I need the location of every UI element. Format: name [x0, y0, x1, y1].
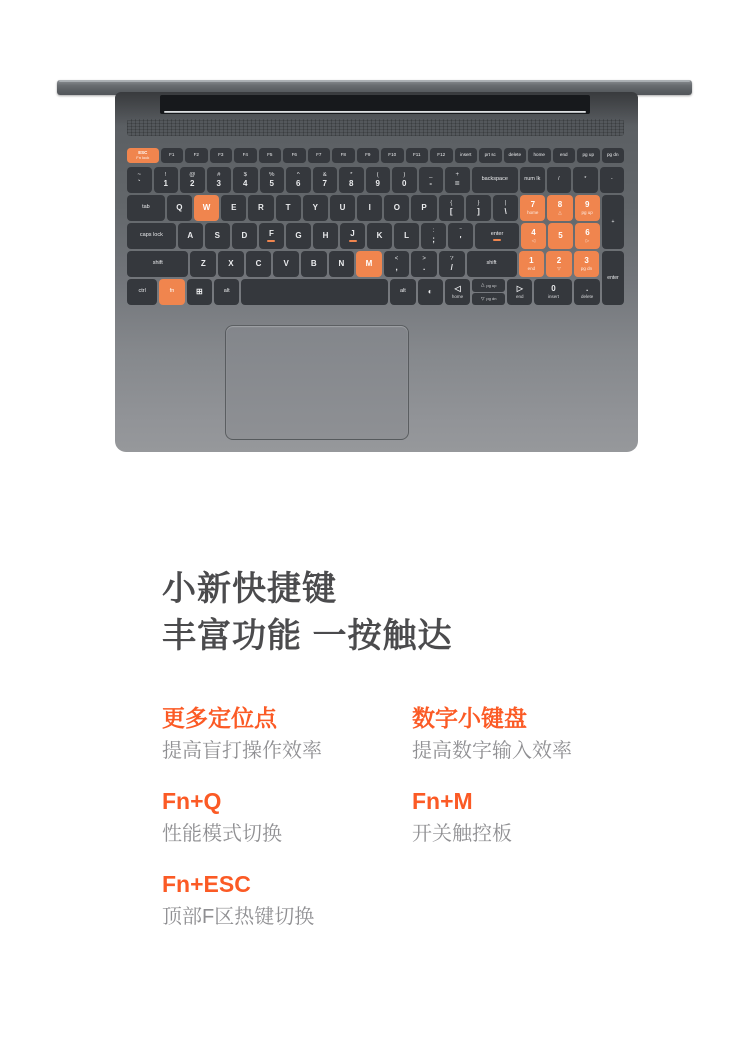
key-f1: F1	[161, 148, 184, 163]
key-0: ) 0	[392, 167, 417, 193]
key-u: U	[330, 195, 355, 221]
key-prtsc: prt sc	[479, 148, 502, 163]
key-fn: fn	[159, 279, 184, 305]
keyboard-row	[127, 195, 624, 221]
key-7: & 7	[313, 167, 338, 193]
key-a: A	[178, 223, 203, 249]
key-ctrl: ctrl	[127, 279, 157, 305]
key-tab: tab	[127, 195, 165, 221]
key-9: 9 pg up	[575, 195, 600, 221]
key-numpad-enter: enter	[602, 251, 624, 305]
key-n: N	[329, 251, 355, 277]
key-pgup: pg up	[577, 148, 600, 163]
key-5: 5	[548, 223, 573, 249]
key-shift: shift	[467, 251, 517, 277]
feature-block	[412, 787, 632, 848]
key-z: Z	[190, 251, 216, 277]
key-sym: ◁ home	[445, 279, 470, 305]
key-6: ^ 6	[286, 167, 311, 193]
key-1: ! 1	[154, 167, 179, 193]
trackpad	[225, 325, 409, 440]
key-sym: -	[600, 167, 625, 193]
key-f11: F11	[406, 148, 429, 163]
key-.: > .	[411, 251, 437, 277]
key-sym: | \	[493, 195, 518, 221]
key-alt: alt	[214, 279, 239, 305]
key-8: * 8	[339, 167, 364, 193]
key-5: % 5	[260, 167, 285, 193]
key-sym: ~ `	[127, 167, 152, 193]
feature-grid	[162, 704, 632, 931]
key-s: S	[205, 223, 230, 249]
key-j: J	[340, 223, 365, 249]
key-f9: F9	[357, 148, 380, 163]
key-e: E	[221, 195, 246, 221]
key-sym: + =	[445, 167, 470, 193]
key-copilot: ◐	[418, 279, 443, 305]
title-line-2: 丰富功能 一按触达	[162, 617, 453, 655]
key-q: Q	[167, 195, 192, 221]
key-4: 4 ◁	[521, 223, 546, 249]
key-4: $ 4	[233, 167, 258, 193]
key-f: F	[259, 223, 284, 249]
key-enter: enter	[475, 223, 519, 249]
key-3: 3 pg dn	[574, 251, 600, 277]
key-f6: F6	[283, 148, 306, 163]
keyboard-row	[127, 279, 624, 305]
key-l: L	[394, 223, 419, 249]
laptop-hinge	[160, 95, 590, 114]
key-backspace: backspace	[472, 167, 519, 193]
feature-block	[162, 704, 412, 765]
key-h: H	[313, 223, 338, 249]
key-b: B	[301, 251, 327, 277]
key-pgup-pgdn	[472, 279, 505, 305]
feature-title: Fn+ESC	[162, 871, 251, 897]
feature-desc: 提高数字输入效率	[412, 740, 572, 762]
key-sym: *	[573, 167, 598, 193]
feature-title: 更多定位点	[162, 705, 277, 731]
keyboard	[127, 148, 624, 306]
key-2: 2 ▽	[546, 251, 572, 277]
key-pgdn: ▽ pg dn	[472, 293, 505, 306]
key-o: O	[384, 195, 409, 221]
key-f2: F2	[185, 148, 208, 163]
keyboard-row	[127, 223, 624, 249]
key-2: @ 2	[180, 167, 205, 193]
key-insert: insert	[455, 148, 478, 163]
key-d: D	[232, 223, 257, 249]
page-title	[162, 566, 452, 660]
key-1: 1 end	[519, 251, 545, 277]
keyboard-row	[127, 167, 624, 193]
key-p: P	[411, 195, 436, 221]
feature-desc: 顶部F区热键切换	[162, 906, 315, 928]
key-m: M	[356, 251, 382, 277]
key-f8: F8	[332, 148, 355, 163]
key-f10: F10	[381, 148, 404, 163]
key-y: Y	[303, 195, 328, 221]
key-sym: } ]	[466, 195, 491, 221]
keyboard-row	[127, 148, 624, 163]
keyboard-row	[127, 251, 624, 277]
key-sym: /	[547, 167, 572, 193]
key-9: ( 9	[366, 167, 391, 193]
feature-block	[162, 870, 412, 931]
key-sym: ▷ end	[507, 279, 532, 305]
key-v: V	[273, 251, 299, 277]
key-f4: F4	[234, 148, 257, 163]
key-end: end	[553, 148, 576, 163]
key-sym: ? /	[439, 251, 465, 277]
key-r: R	[248, 195, 273, 221]
feature-title: Fn+M	[412, 788, 473, 814]
key-f7: F7	[308, 148, 331, 163]
key-f12: F12	[430, 148, 453, 163]
key-capslock: caps lock	[127, 223, 176, 249]
key-c: C	[246, 251, 272, 277]
key-sym: " '	[448, 223, 473, 249]
key-numlk: num lk	[520, 167, 545, 193]
key-shift: shift	[127, 251, 188, 277]
key-f5: F5	[259, 148, 282, 163]
key-alt: alt	[390, 279, 415, 305]
key-w: W	[194, 195, 219, 221]
key-pgup: △ pg up	[472, 279, 505, 292]
feature-title: Fn+Q	[162, 788, 222, 814]
key-delete: delete	[504, 148, 527, 163]
feature-title: 数字小键盘	[412, 705, 527, 731]
feature-block	[412, 704, 632, 765]
key-numpad-plus: +	[602, 195, 624, 249]
key-home: home	[528, 148, 551, 163]
speaker-grille	[127, 119, 624, 136]
key-k: K	[367, 223, 392, 249]
feature-desc: 开关触控板	[412, 823, 512, 845]
key-pgdn: pg dn	[602, 148, 625, 163]
key-t: T	[276, 195, 301, 221]
key-sym: < ,	[384, 251, 410, 277]
key-f3: F3	[210, 148, 233, 163]
feature-desc: 提高盲打操作效率	[162, 740, 322, 762]
key-8: 8 △	[547, 195, 572, 221]
title-line-1: 小新快捷键	[162, 570, 337, 608]
key-i: I	[357, 195, 382, 221]
key-6: 6 ▷	[575, 223, 600, 249]
key-esc: ESC Fn lock	[127, 148, 159, 163]
key-7: 7 home	[520, 195, 545, 221]
key-space	[241, 279, 388, 305]
key-sym: { [	[439, 195, 464, 221]
key-win: ⊞	[187, 279, 212, 305]
key-g: G	[286, 223, 311, 249]
key-sym: _ -	[419, 167, 444, 193]
feature-block	[162, 787, 412, 848]
key-0: 0 insert	[534, 279, 572, 305]
feature-desc: 性能模式切换	[162, 823, 282, 845]
key-.: . delete	[574, 279, 599, 305]
key-3: # 3	[207, 167, 232, 193]
key-x: X	[218, 251, 244, 277]
key-sym: : ;	[421, 223, 446, 249]
